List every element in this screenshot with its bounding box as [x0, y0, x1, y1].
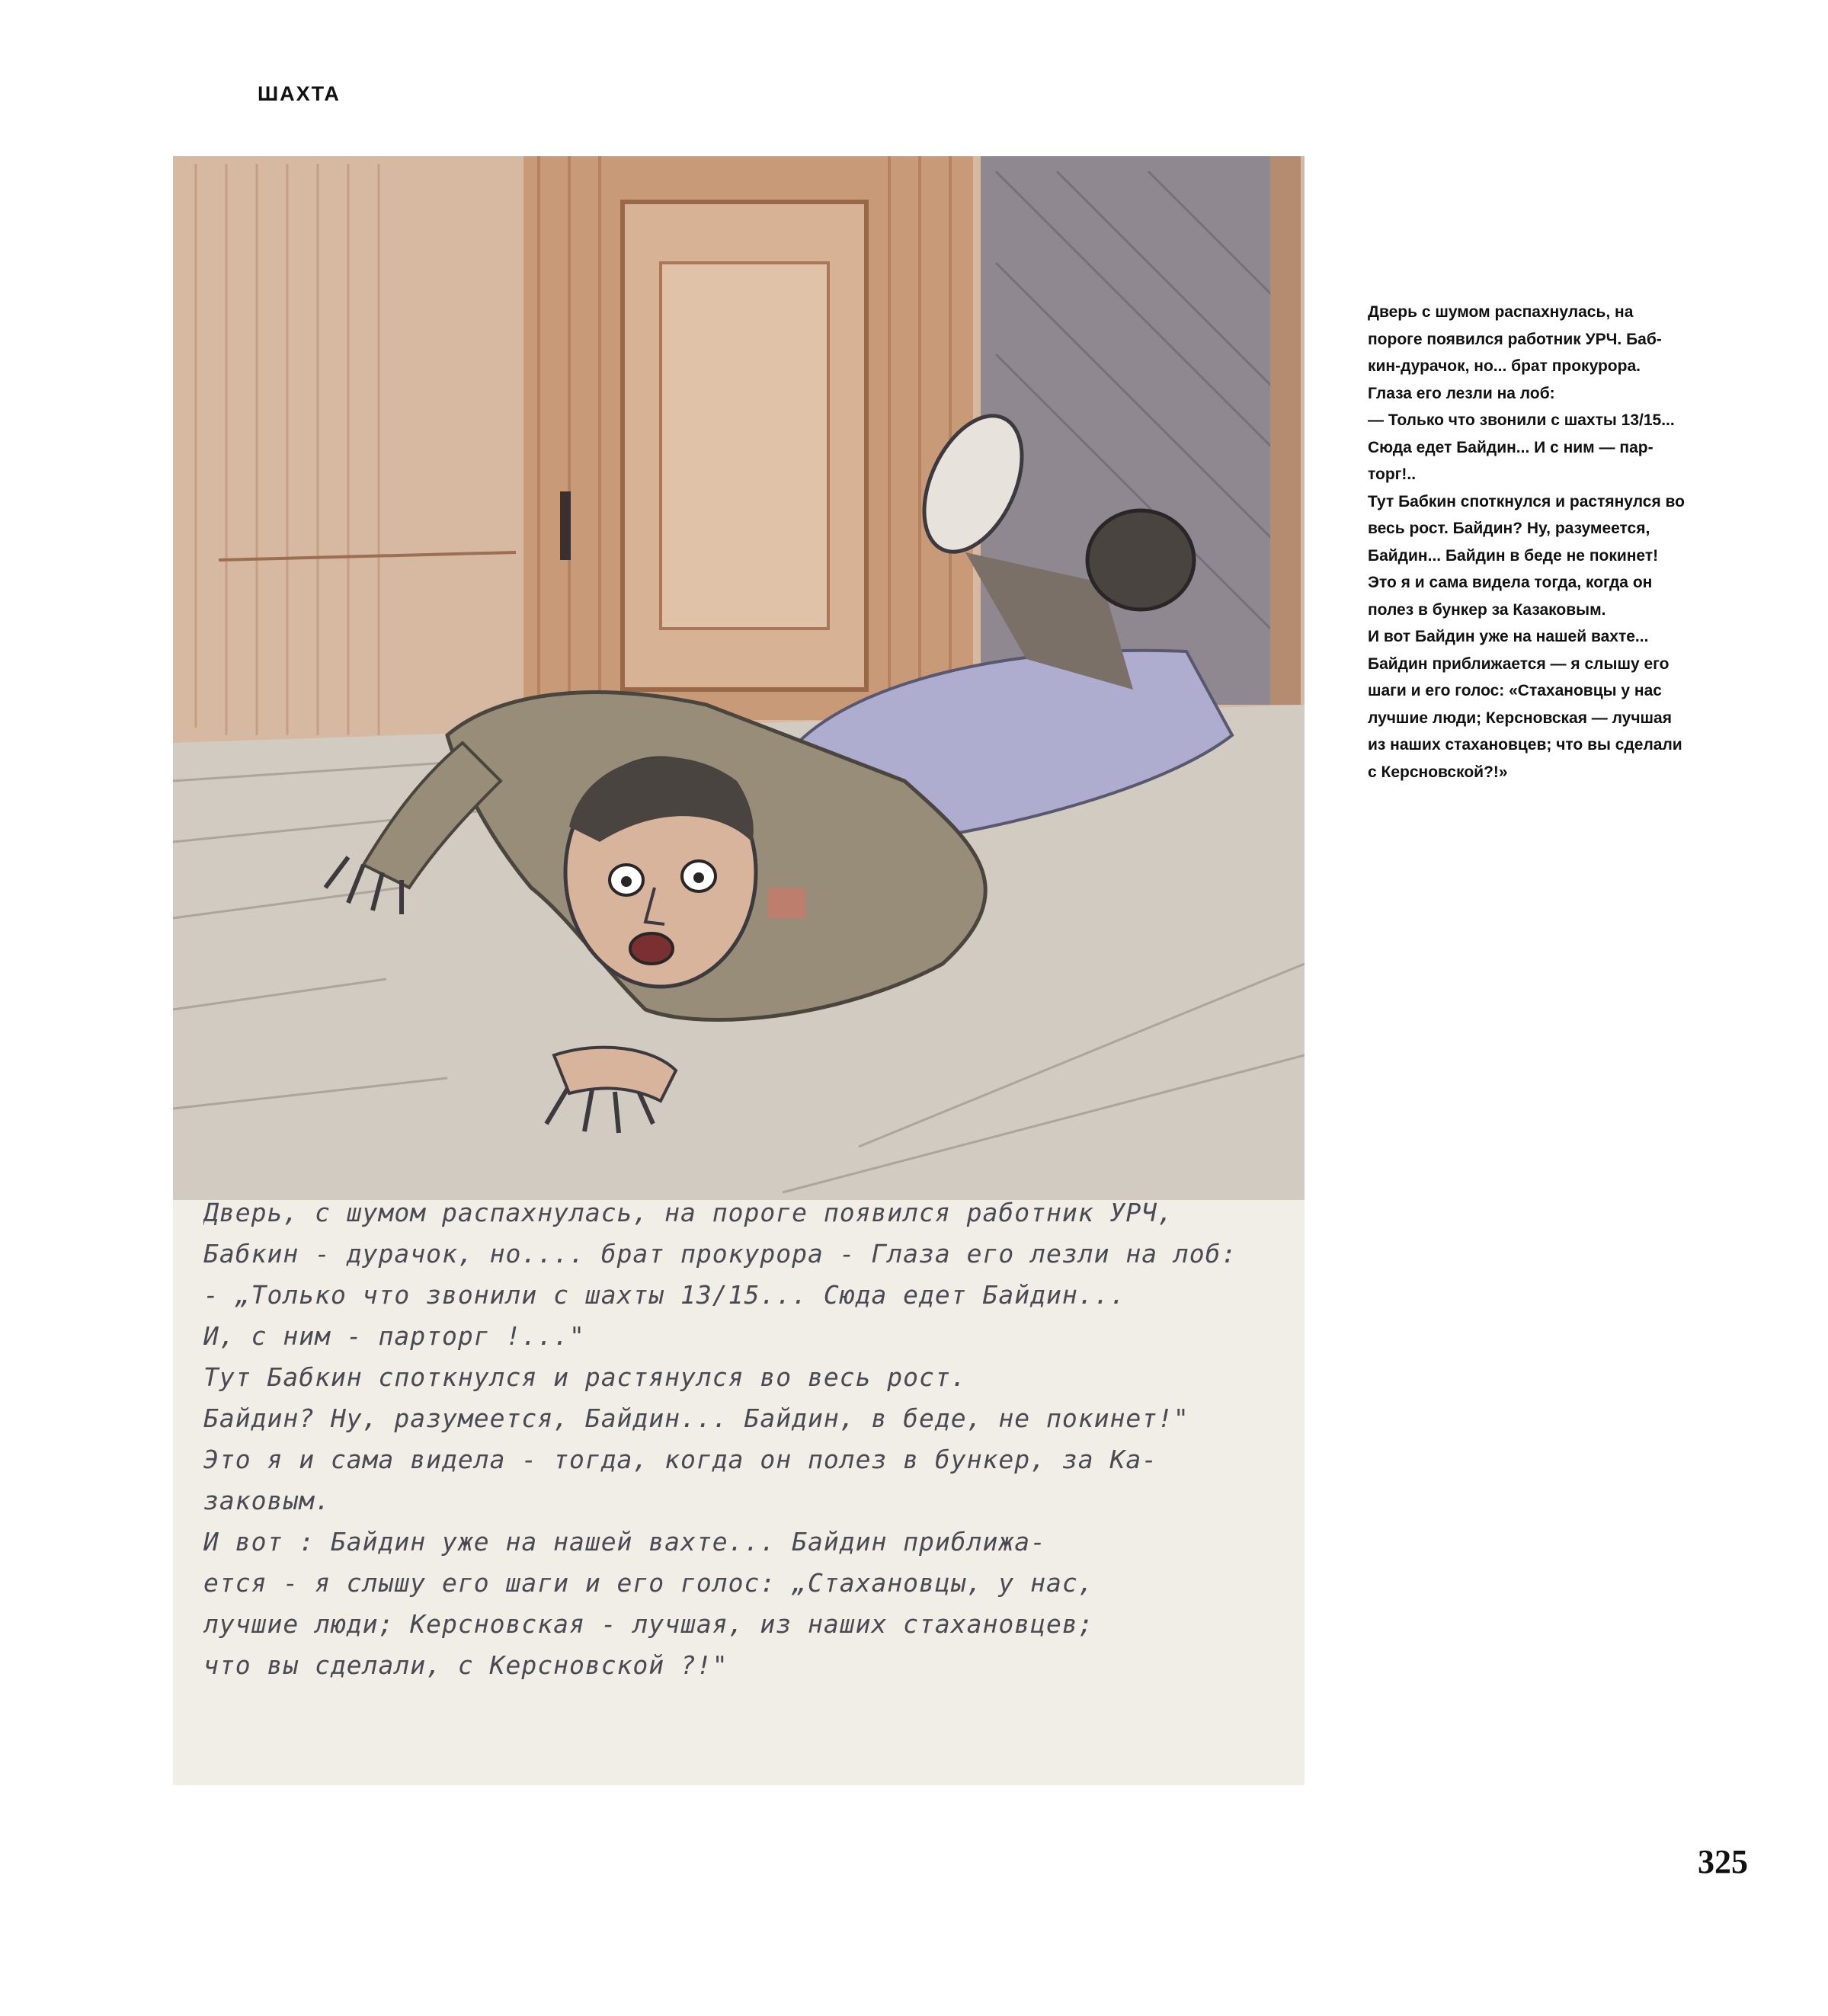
caption-line: весь рост. Байдин? Ну, разумеется, [1368, 520, 1650, 537]
illustration-plate [173, 156, 1305, 1785]
caption-line: Тут Бабкин споткнулся и растянулся во [1368, 492, 1685, 510]
handwritten-line: И вот : Байдин уже на нашей вахте... Байдин приближа- [203, 1527, 1046, 1557]
illustration-drawing [173, 156, 1305, 1200]
caption-line: полез в бункер за Казаковым. [1368, 600, 1606, 619]
caption-line: из наших стахановцев; что вы сделали [1368, 736, 1682, 754]
handwritten-line: И, с ним - парторг !..." [203, 1321, 585, 1351]
caption-line: пороге появился работник УРЧ. Баб- [1368, 330, 1662, 348]
caption-line: И вот Байдин уже на нашей вахте... [1368, 628, 1649, 645]
caption-line: лучшие люди; Керсновская — лучшая [1368, 709, 1672, 727]
handwritten-line: ется - я слышу его шаги и его голос: „Стахановцы, у нас, [203, 1568, 1094, 1598]
caption-line: Байдин... Байдин в беде не покинет! [1368, 546, 1659, 565]
caption-line: — Только что звонили с шахты 13/15... [1368, 411, 1675, 429]
caption-line: шаги и его голос: «Стахановцы у нас [1368, 682, 1662, 699]
caption-line: Глаза его лезли на лоб: [1368, 384, 1555, 402]
handwritten-line: Это я и сама видела - тогда, когда он полез в бункер, за Ка- [203, 1445, 1158, 1474]
caption-line: торг!.. [1368, 466, 1417, 483]
caption-line: Байдин приближается — я слышу его [1368, 654, 1670, 673]
jacket-patch [767, 888, 805, 918]
printed-caption [1368, 299, 1749, 786]
door-handle [560, 491, 571, 560]
handwritten-line: Бабкин - дурачок, но.... брат прокурора - Глаза его лезли на лоб: [203, 1239, 1237, 1269]
caption-line: кин-дурачок, но... брат прокурора. [1368, 357, 1641, 375]
caption-line: Это я и сама видела тогда, когда он [1368, 574, 1653, 591]
page-number: 325 [1698, 1843, 1748, 1880]
open-mouth [630, 933, 673, 964]
handwritten-line: Дверь, с шумом распахнулась, на пороге появился работник УРЧ, [203, 1198, 1173, 1227]
handwritten-line: заковым. [203, 1486, 331, 1515]
handwritten-line: - „Только что звонили с шахты 13/15... Сюда едет Байдин... [203, 1280, 1126, 1310]
handwritten-line: что вы сделали, с Керсновской ?!" [203, 1650, 728, 1680]
caption-line: Дверь с шумом распахнулась, на [1368, 303, 1634, 321]
handwritten-line: Байдин? Ну, разумеется, Байдин... Байдин, в беде, не покинет!" [203, 1403, 1189, 1433]
section-title: ШАХТА [258, 82, 341, 105]
caption-line: Сюда едет Байдин... И с ним — пар- [1368, 438, 1654, 456]
right-boot [1087, 510, 1194, 610]
handwritten-caption [203, 1192, 1278, 1686]
handwritten-line: Тут Бабкин споткнулся и растянулся во весь рост. [203, 1362, 967, 1392]
handwritten-line: лучшие люди; Керсновская - лучшая, из наших стахановцев; [203, 1609, 1094, 1639]
caption-line: с Керсновской?!» [1368, 763, 1508, 781]
